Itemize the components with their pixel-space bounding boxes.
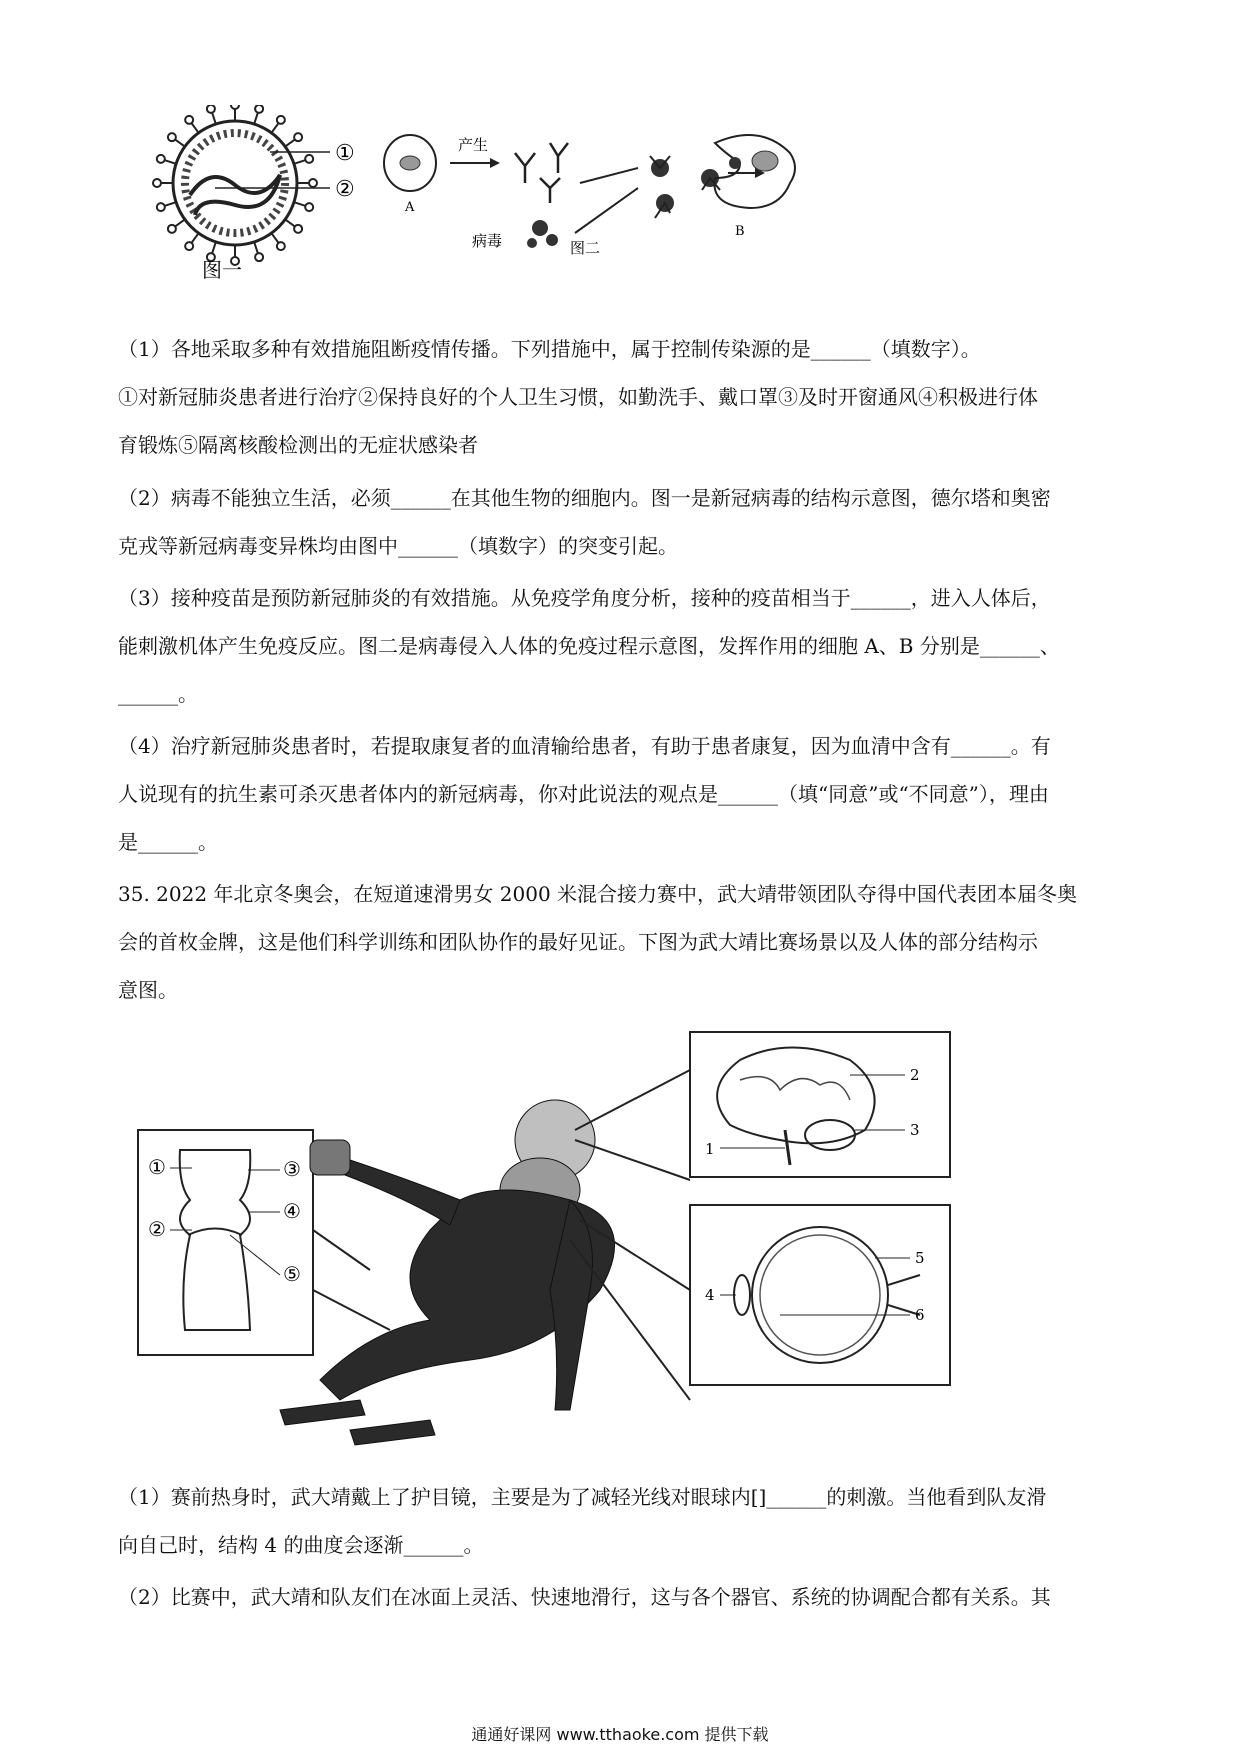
q35-1-line-a: （1）赛前热身时，武大靖戴上了护目镜，主要是为了减轻光线对眼球内[]______的刺激。当他看到队友滑 [118,1485,1047,1509]
joint-marker-4: ④ [283,1199,301,1223]
joint-marker-2: ② [148,1217,166,1241]
skater-structure-figure [130,1030,960,1455]
joint-marker-1: ① [148,1155,166,1179]
joint-marker-3: ③ [283,1157,301,1181]
q34-2-line-b: 克戎等新冠病毒变异株均由图中______（填数字）的突变引起。 [118,534,678,558]
marker-2: ② [335,177,355,202]
q34-4-line-a: （4）治疗新冠肺炎患者时，若提取康复者的血清输给患者，有助于患者康复，因为血清中含有______。有 [118,734,1051,758]
page-footer: 通通好课网 www.tthaoke.com 提供下载 [471,1725,769,1744]
brain-label-3: 3 [910,1121,920,1139]
brain-label-1: 1 [705,1140,715,1158]
q35-1-line-b: 向自己时，结构 4 的曲度会逐渐______。 [118,1533,484,1557]
q34-3-line-b: 能刺激机体产生免疫反应。图二是病毒侵入人体的免疫过程示意图，发挥作用的细胞 A、B 分别是______、 [118,634,1060,658]
q34-3-line-c: ______。 [118,682,198,706]
q34-4-line-b: 人说现有的抗生素可杀灭患者体内的新冠病毒，你对此说法的观点是______（填“同意”或“不同意”），理由 [118,782,1049,806]
q34-3-line-a: （3）接种疫苗是预防新冠肺炎的有效措施。从免疫学角度分析，接种的疫苗相当于______，进入人体后， [118,586,1051,610]
marker-1: ① [335,141,355,166]
joint-marker-5: ⑤ [283,1262,301,1286]
figure-2-caption: 图二 [570,239,601,257]
q35-line-c: 意图。 [118,978,178,1002]
eye-label-5: 5 [915,1249,925,1267]
cell-b-label: B [735,224,745,239]
label-produce: 产生 [458,136,489,154]
q34-1-line-b: ①对新冠肺炎患者进行治疗②保持良好的个人卫生习惯，如勤洗手、戴口罩③及时开窗通风④积极进行体 [118,385,1038,409]
eye-label-4: 4 [705,1286,715,1304]
q35-line-a: 35. 2022 年北京冬奥会，在短道速滑男女 2000 米混合接力赛中，武大靖带领团队夺得中国代表团本届冬奥 [118,882,1078,906]
cell-a-label: A [405,200,415,215]
q34-2-line-a: （2）病毒不能独立生活，必须______在其他生物的细胞内。图一是新冠病毒的结构示意图，德尔塔和奥密 [118,486,1051,510]
label-virus: 病毒 [472,232,503,250]
eye-label-6: 6 [915,1306,925,1324]
virus-structure-figure [130,105,370,285]
q34-1-line-a: （1）各地采取多种有效措施阻断疫情传播。下列措施中，属于控制传染源的是______（填数字）。 [118,337,981,361]
q35-2-line-a: （2）比赛中，武大靖和队友们在冰面上灵活、快速地滑行，这与各个器官、系统的协调配合都有关系。其 [118,1585,1051,1609]
figure-1-caption: 图一 [202,258,242,282]
brain-label-2: 2 [910,1066,920,1084]
immune-process-figure [380,128,900,288]
q34-1-line-c: 育锻炼⑤隔离核酸检测出的无症状感染者 [118,433,478,457]
q35-line-b: 会的首枚金牌，这是他们科学训练和团队协作的最好见证。下图为武大靖比赛场景以及人体的部分结构示 [118,930,1038,954]
q34-4-line-c: 是______。 [118,830,218,854]
